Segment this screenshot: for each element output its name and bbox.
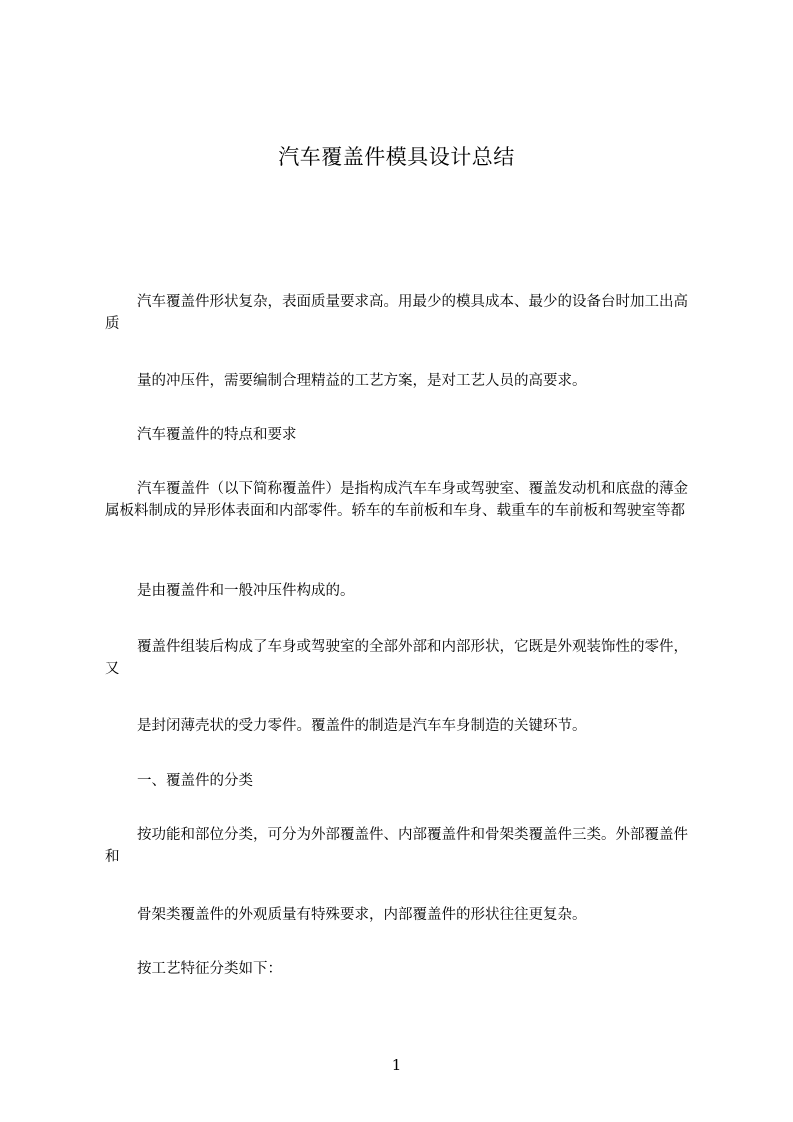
paragraph-8: 骨架类覆盖件的外观质量有特殊要求，内部覆盖件的形状往往更复杂。 [137,907,587,923]
paragraph-2: 量的冲压件，需要编制合理精益的工艺方案，是对工艺人员的高要求。 [137,373,587,389]
paragraph-5: 覆盖件组装后构成了车身或驾驶室的全部外部和内部形状，它既是外观装饰性的零件，又 [105,639,688,677]
document-title: 汽车覆盖件模具设计总结 [278,145,515,169]
paragraph-1: 汽车覆盖件形状复杂，表面质量要求高。用最少的模具成本、最少的设备台时加工出高质 [105,294,688,332]
section-heading-classification: 一、覆盖件的分类 [137,773,253,789]
paragraph-9: 按工艺特征分类如下： [137,961,282,977]
paragraph-3: 汽车覆盖件（以下简称覆盖件）是指构成汽车车身或驾驶室、覆盖发动机和底盘的薄金属板料制成的异形体表面和内部零件。轿车的车前板和车身、载重车的车前板和驾驶室等都 [105,481,688,519]
section-heading-features: 汽车覆盖件的特点和要求 [137,427,297,443]
paragraph-7: 按功能和部位分类，可分为外部覆盖件、内部覆盖件和骨架类覆盖件三类。外部覆盖件和 [105,827,688,865]
paragraph-6: 是封闭薄壳状的受力零件。覆盖件的制造是汽车车身制造的关键环节。 [137,718,587,734]
paragraph-4: 是由覆盖件和一般冲压件构成的。 [137,583,355,599]
page-number: 1 [391,1056,402,1074]
